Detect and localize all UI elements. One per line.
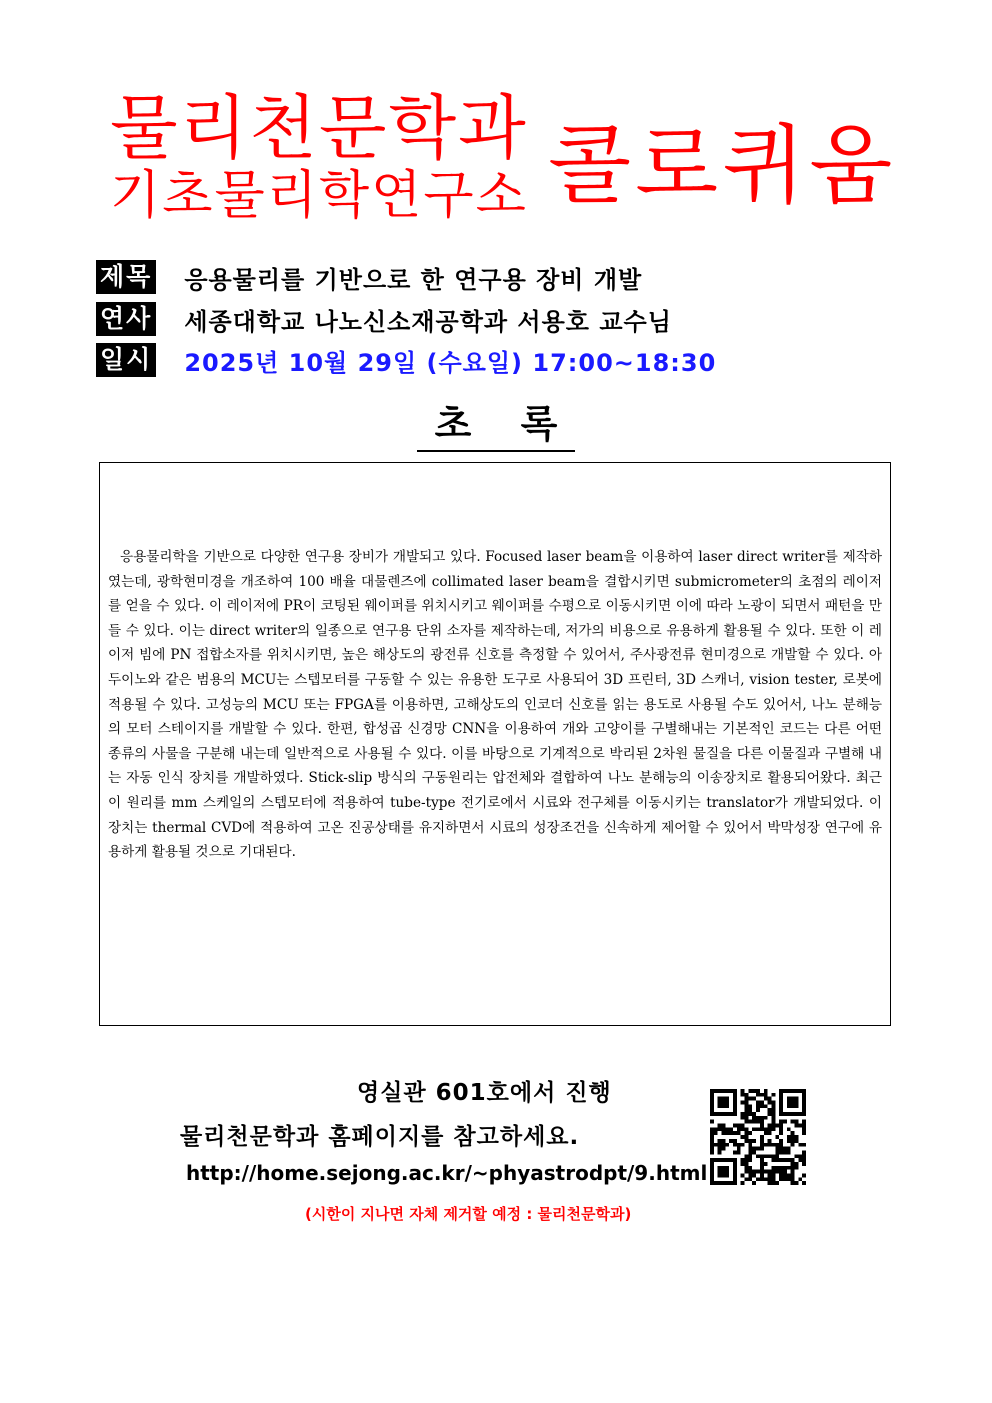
speaker-name: 세종대학교 나노신소재공학과 서용호 교수님 [184, 307, 672, 336]
datetime-value: 2025년 10월 29일 (수요일) 17:00~18:30 [184, 348, 717, 377]
homepage-url[interactable]: http://home.sejong.ac.kr/~phyastrodpt/9.html [186, 1161, 708, 1185]
speaker-label: 연사 [96, 302, 156, 336]
location-text: 영실관 601호에서 진행 [357, 1080, 612, 1106]
datetime-row [96, 341, 716, 379]
abstract-box [99, 462, 891, 1026]
qr-code-icon[interactable] [710, 1089, 806, 1185]
datetime-label: 일시 [96, 343, 156, 377]
abstract-heading-wrap [0, 402, 992, 452]
abstract-text: 응용물리학을 기반으로 다양한 연구용 장비가 개발되고 있다. Focused laser beam을 이용하여 laser direct writer를 제작하였는데, 광학현미경을 개조하여 100 배율 대물렌즈에 collimated laser beam을 결합시키면 submicrometer의 초점의 레이저를 얻을 수 있다. 이 레이저에 PR이 코팅된 웨이퍼를 위치시키고 웨이퍼를 수평으로 이동시키면 이에 따라 노광이 되면서 패턴을 만들 수 있다. 이는 direct writer의 일종으로 연구용 단위 소자를 제작하는데, 저가의 비용으로 유용하게 활용될 수 있다. 또한 이 레이저 빔에 PN 접합소자를 위치시키면, 높은 해상도의 광전류 신호를 측정할 수 있어서, 주사광전류 현미경으로 개발할 수 있다. 아두이노와 같은 범용의 MCU는 스텝모터를 구동할 수 있는 유용한 도구로 사용되어 3D 프린터, 3D 스캐너, vision tester, 로봇에 적용될 수 있다. 고성능의 MCU 또는 FPGA를 이용하면, 고해상도의 인코더 신호를 읽는 용도로 사용될 수도 있어서, 나노 분해능의 모터 스테이지를 개발할 수 있다. 한편, 합성곱 신경망 CNN을 이용하여 개와 고양이를 구별해내는 기본적인 코드는 다른 어떤 종류의 사물을 구분해 내는데 일반적으로 사용될 수 있다. 이를 바탕으로 기계적으로 박리된 2차원 물질을 다른 이물질과 구별해 내는 자동 인식 장치를 개발하였다. Stick-slip 방식의 구동원리는 압전체와 결합하여 나노 분해능의 이송장치로 활용되어왔다. 최근 이 원리를 mm 스케일의 스텝모터에 적용하여 tube-type 전기로에서 시료와 전구체를 이동시키는 translator가 개발되었다. 이 장치는 thermal CVD에 적용하여 고온 진공상태를 유지하면서 시료의 성장조건을 신속하게 제어할 수 있어서 박막성장 연구에 유용하게 활용될 것으로 기대된다. [108, 549, 882, 861]
removal-note: (시한이 지나면 자체 제거할 예정 : 물리천문학과) [305, 1205, 632, 1223]
institute-title: 기초물리학연구소 [110, 166, 528, 226]
speaker-row [96, 300, 672, 338]
title-row [96, 258, 642, 296]
title-label: 제목 [96, 260, 156, 294]
event-type-title: 콜로퀴움 [548, 116, 897, 216]
abstract-heading: 초 록 [417, 402, 576, 452]
talk-title: 응용물리를 기반으로 한 연구용 장비 개발 [184, 265, 643, 294]
department-title: 물리천문학과 [110, 87, 528, 169]
homepage-note: 물리천문학과 홈페이지를 참고하세요. [180, 1124, 580, 1150]
